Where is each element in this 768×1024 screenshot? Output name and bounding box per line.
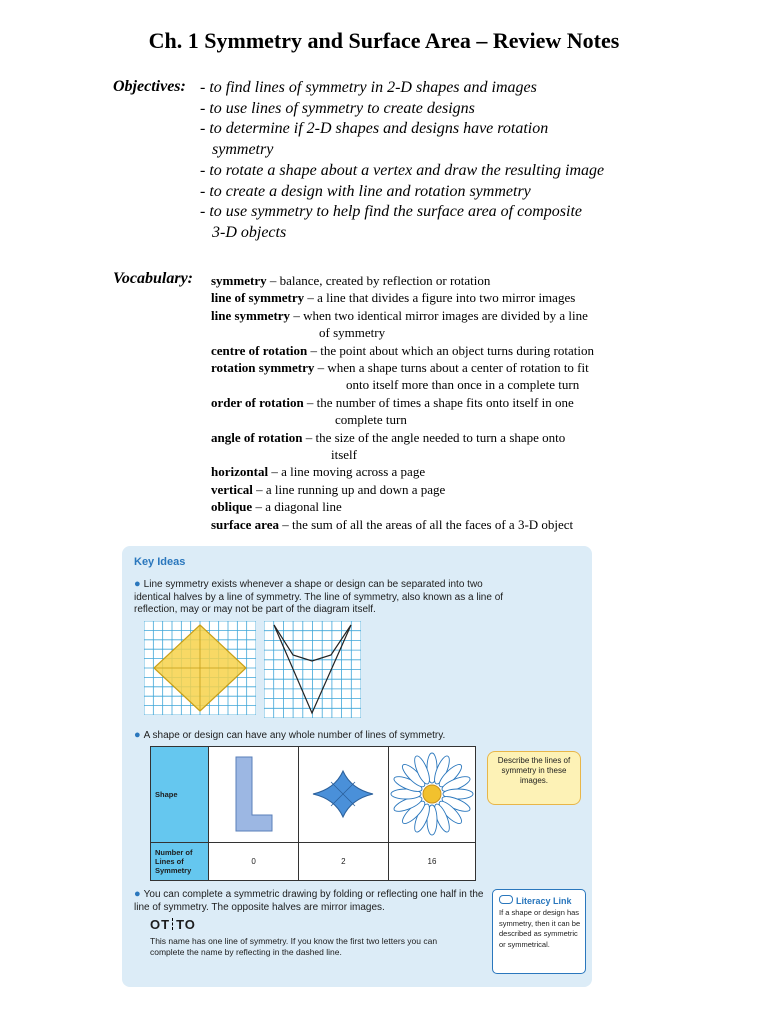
vocab-term: vertical bbox=[211, 481, 253, 497]
objectives-list bbox=[200, 78, 604, 244]
literacy-link-box bbox=[492, 889, 586, 974]
key-idea-bullet bbox=[134, 888, 489, 914]
objective-line: - to use symmetry to help find the surface area of composite bbox=[200, 203, 582, 221]
vocab-def: – when two identical mirror images are divided by a line bbox=[293, 307, 588, 323]
vocab-term: line symmetry bbox=[211, 307, 291, 323]
vocab-def-cont: complete turn bbox=[335, 412, 407, 428]
vocab-def: – the size of the angle needed to turn a shape onto bbox=[305, 429, 566, 445]
vocab-term: symmetry bbox=[211, 273, 267, 288]
daisy-center bbox=[423, 785, 441, 803]
key-ideas-panel bbox=[122, 546, 592, 987]
otto-example bbox=[150, 917, 196, 932]
table-cell bbox=[209, 747, 298, 843]
key-ideas-heading: Key Ideas bbox=[134, 556, 186, 568]
vocab-def: – balance, created by reflection or rotation bbox=[269, 273, 491, 288]
objective-line: - to rotate a shape about a vertex and draw the resulting image bbox=[200, 161, 605, 179]
vocab-term: rotation symmetry bbox=[211, 360, 315, 376]
table-cell bbox=[389, 747, 476, 843]
table-row-header: Number of Lines of Symmetry bbox=[151, 843, 209, 881]
diamond-symmetry-figure bbox=[144, 621, 256, 715]
vocab-def: – a diagonal line bbox=[255, 499, 342, 515]
objectives-label: Objectives: bbox=[113, 78, 186, 95]
key-idea-bullet bbox=[134, 578, 504, 617]
table-cell: 2 bbox=[298, 843, 388, 881]
objective-line: - to find lines of symmetry in 2-D shapes and images bbox=[200, 79, 537, 96]
l-shape-figure bbox=[234, 755, 274, 833]
vocab-term: order of rotation bbox=[211, 394, 304, 410]
table-row-header: Shape bbox=[151, 747, 209, 843]
symmetry-examples-table bbox=[150, 746, 476, 881]
otto-right-letters: TO bbox=[176, 917, 196, 932]
vocabulary-list bbox=[211, 272, 594, 533]
otto-left-letters: OT bbox=[150, 917, 171, 932]
l-shape bbox=[236, 757, 272, 831]
curved-diamond-figure bbox=[311, 769, 375, 819]
vocab-def: – the sum of all the areas of all the faces of a 3-D object bbox=[282, 516, 574, 532]
vocab-def: – the point about which an object turns during rotation bbox=[310, 342, 594, 358]
page-title: Ch. 1 Symmetry and Surface Area – Review Notes bbox=[148, 28, 620, 53]
daisy-flower-figure bbox=[389, 751, 475, 837]
objective-line: symmetry bbox=[212, 141, 274, 159]
vocab-def: – the number of times a shape fits onto itself in one bbox=[306, 394, 574, 410]
chain-link-icon bbox=[499, 895, 513, 904]
vocab-def-cont: onto itself more than once in a complete turn bbox=[346, 377, 580, 393]
vocab-term: oblique bbox=[211, 499, 253, 515]
table-cell: 16 bbox=[389, 843, 476, 881]
vocab-def: – a line moving across a page bbox=[271, 464, 426, 480]
bullet-dot-icon: ● bbox=[134, 888, 141, 900]
key-idea-text: A shape or design can have any whole number of lines of symmetry. bbox=[143, 730, 446, 741]
vocab-term: horizontal bbox=[211, 464, 269, 480]
otto-caption: This name has one line of symmetry. If you know the first two letters you can complete the name by reflecting in the dashed line. bbox=[150, 936, 438, 957]
key-idea-text: You can complete a symmetric drawing by folding or reflecting one half in the line of symmetry. The opposite halves are mirror images. bbox=[134, 889, 484, 913]
vocab-term: centre of rotation bbox=[211, 342, 308, 358]
vocab-def: – when a shape turns about a center of rotation to fit bbox=[317, 360, 589, 376]
objective-line: 3-D objects bbox=[212, 223, 287, 241]
describe-callout: Describe the lines of symmetry in these images. bbox=[487, 751, 581, 805]
objective-line: - to use lines of symmetry to create designs bbox=[200, 99, 475, 117]
vocab-def: – a line that divides a figure into two mirror images bbox=[307, 290, 576, 306]
table-cell: 0 bbox=[209, 843, 298, 881]
vocab-def-cont: of symmetry bbox=[319, 325, 386, 341]
literacy-link-title: Literacy Link bbox=[516, 896, 572, 906]
literacy-link-header bbox=[493, 890, 585, 908]
vocab-term: surface area bbox=[211, 516, 279, 532]
bullet-dot-icon: ● bbox=[134, 578, 141, 590]
literacy-link-body: If a shape or design has symmetry, then it can be described as symmetric or symmetrical. bbox=[499, 908, 581, 949]
vocabulary-label: Vocabulary: bbox=[113, 270, 193, 287]
vocab-def: – a line running up and down a page bbox=[256, 481, 446, 497]
objective-line: - to create a design with line and rotation symmetry bbox=[200, 182, 531, 200]
vocab-term: line of symmetry bbox=[211, 290, 305, 306]
key-idea-bullet bbox=[134, 729, 574, 743]
bullet-dot-icon: ● bbox=[134, 729, 141, 741]
dashed-mirror-line bbox=[172, 918, 174, 930]
vocab-def-cont: itself bbox=[331, 447, 357, 463]
v-shape-symmetry-figure bbox=[264, 621, 361, 718]
key-idea-text: Line symmetry exists whenever a shape or design can be separated into two identical halves by a line of symmetry. The line of symmetry, also known as a line of reflection, may or may not be part of the diagram itself. bbox=[134, 579, 504, 615]
objective-line: - to determine if 2-D shapes and designs have rotation bbox=[200, 120, 549, 138]
table-cell bbox=[298, 747, 388, 843]
vocab-term: angle of rotation bbox=[211, 429, 303, 445]
